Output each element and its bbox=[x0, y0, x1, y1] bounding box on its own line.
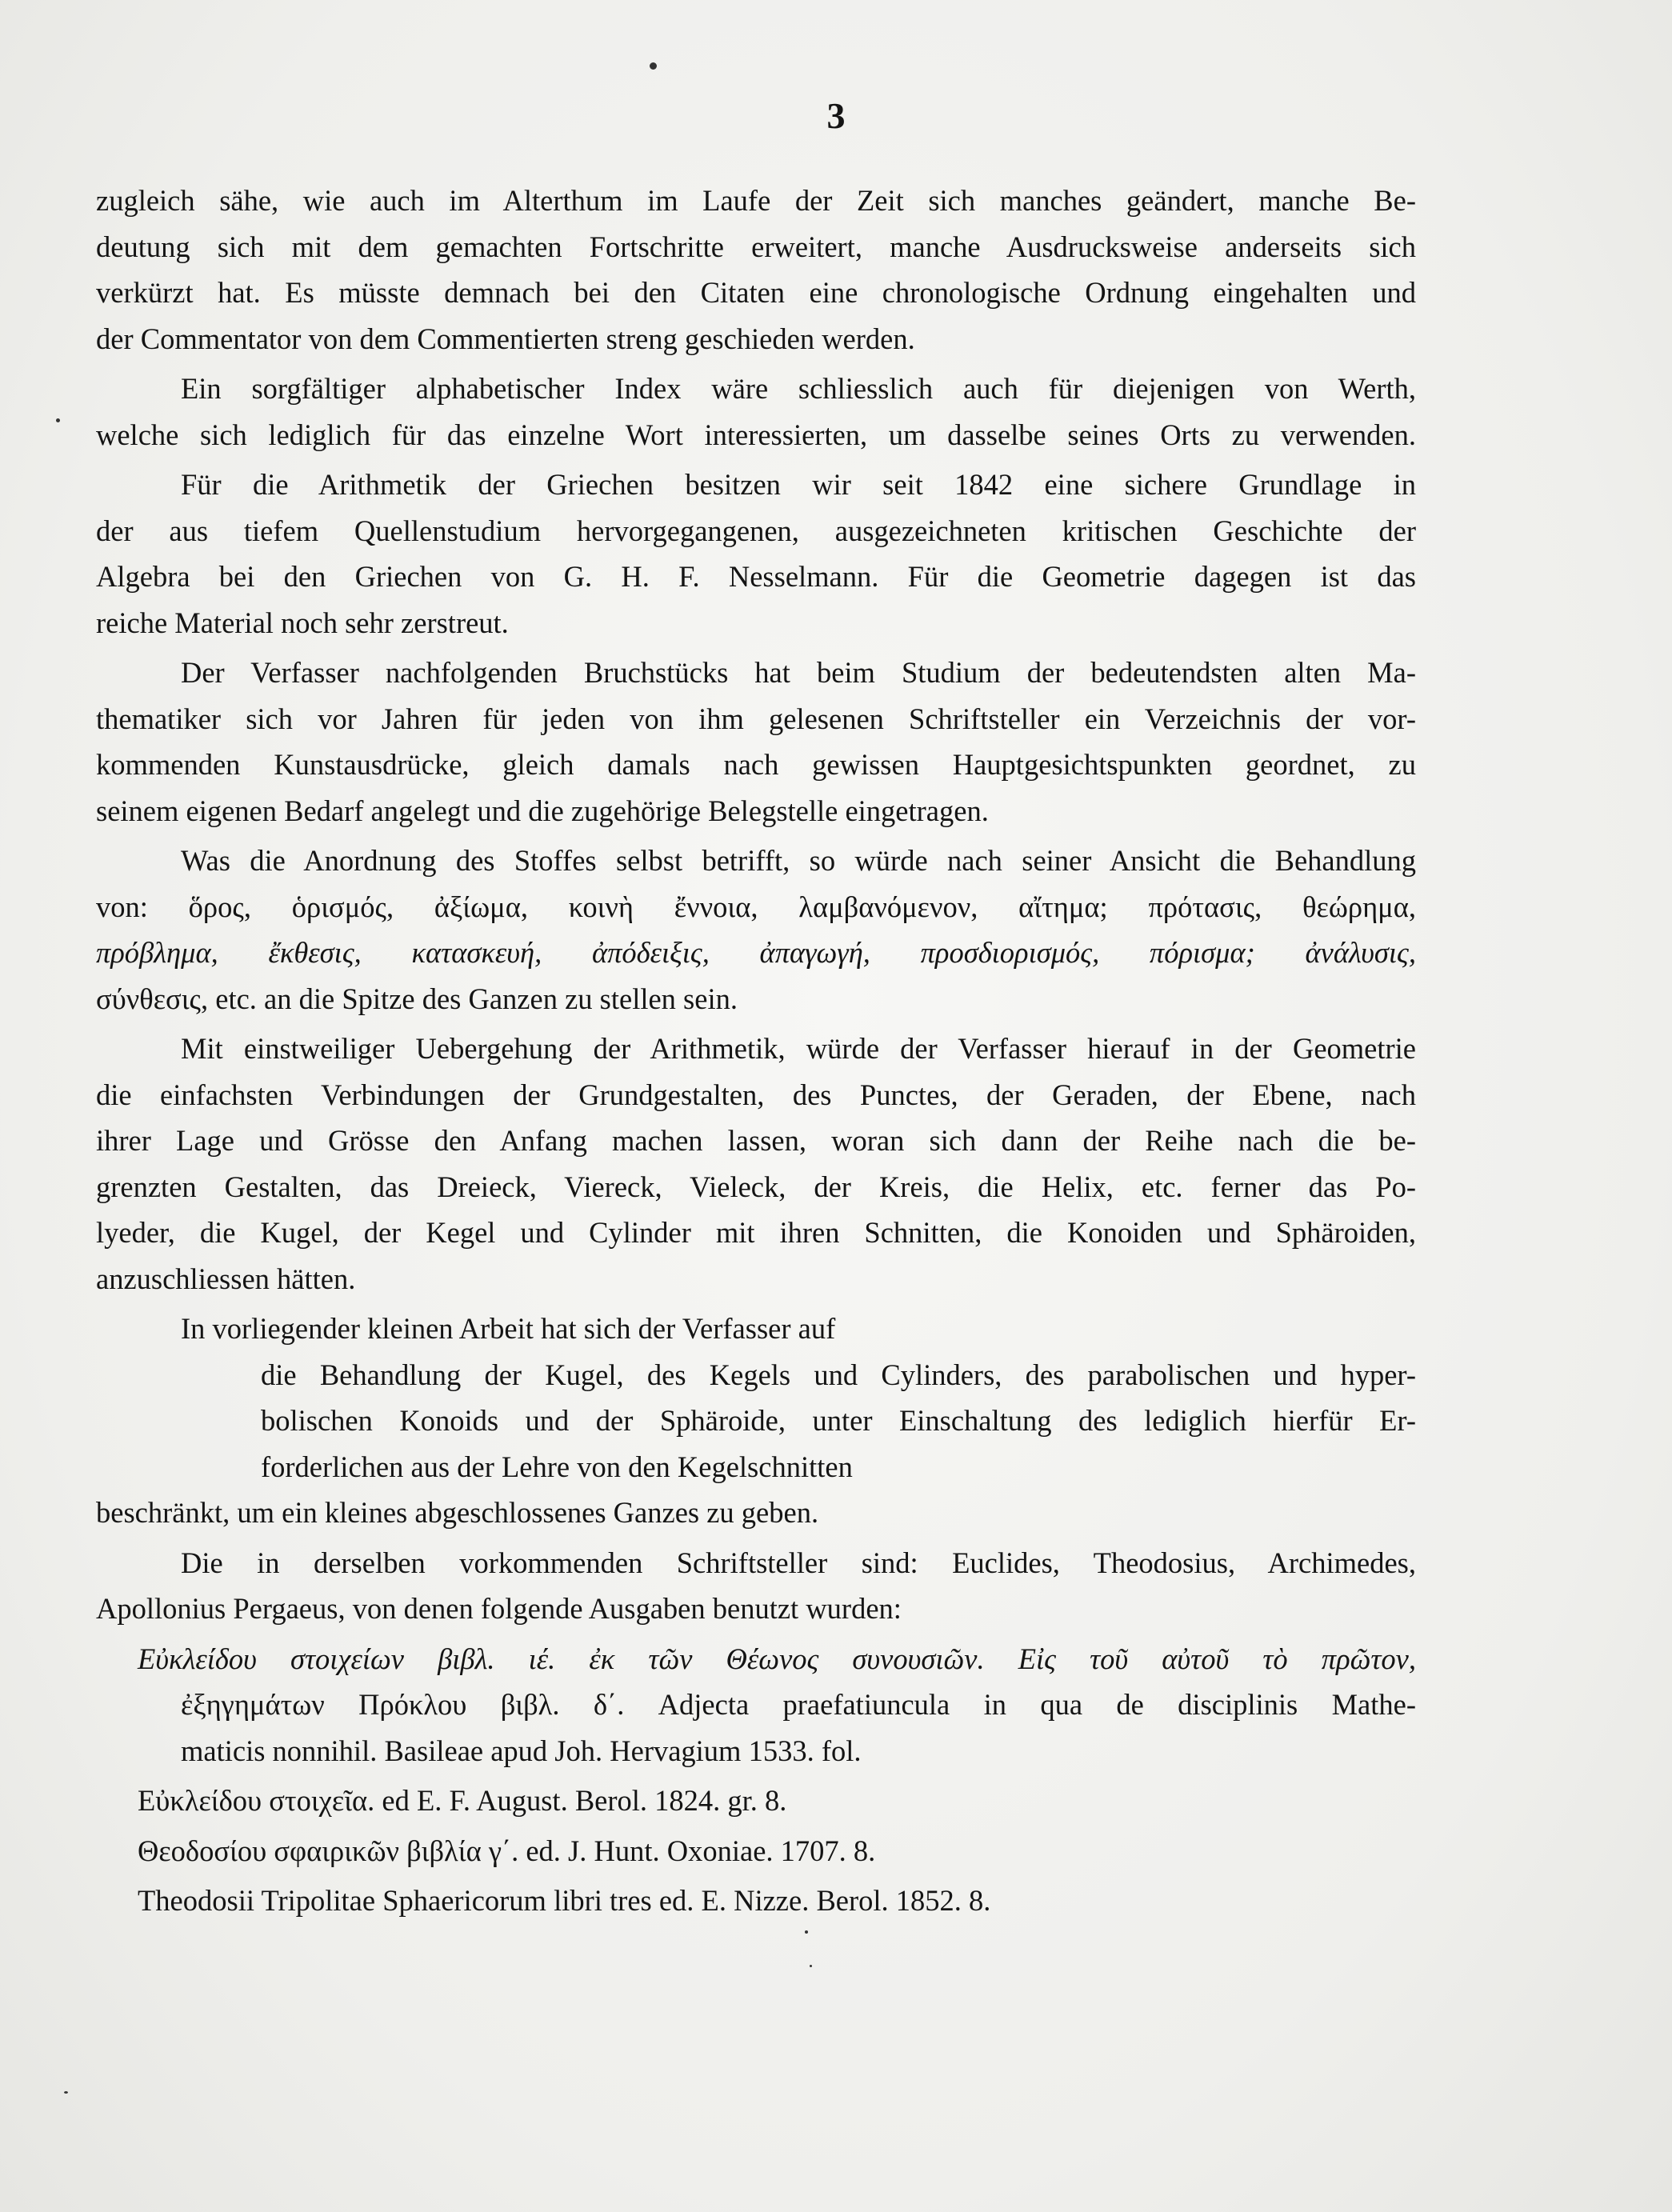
edition-line: Εὐκλείδου στοιχείων βιβλ. ιέ. ἐκ τῶν Θέωνος συνουσιῶν. Εἰς τοῦ αὐτοῦ τὸ πρῶτον, bbox=[138, 1642, 1416, 1675]
text-line: σύνθεσις, etc. an die Spitze des Ganzen zu stellen sein. bbox=[96, 982, 738, 1015]
page-body bbox=[96, 178, 1416, 1928]
text-line: Mit einstweiliger Uebergehung der Arithmetik, würde der Verfasser hierauf in der Geometrie bbox=[181, 1032, 1416, 1065]
text-line-block: die Behandlung der Kugel, des Kegels und Cylinders, des parabolischen und hyper- bbox=[261, 1358, 1416, 1391]
paragraph-8 bbox=[96, 1540, 1416, 1632]
text-line: Algebra bei den Griechen von G. H. F. Nesselmann. Für die Geometrie dagegen ist das bbox=[96, 560, 1416, 593]
text-line: verkürzt hat. Es müsste demnach bei den Citaten eine chronologische Ordnung eingehalten und bbox=[96, 276, 1416, 309]
paragraph-6 bbox=[96, 1026, 1416, 1302]
text-line: die einfachsten Verbindungen der Grundgestalten, des Punctes, der Geraden, der Ebene, nach bbox=[96, 1078, 1416, 1111]
paragraph-2 bbox=[96, 366, 1416, 458]
text-line: der Commentator von dem Commentierten streng geschieden werden. bbox=[96, 322, 915, 355]
text-line: thematiker sich vor Jahren für jeden von ihm gelesenen Schriftsteller ein Verzeichnis der vor- bbox=[96, 702, 1416, 735]
text-line: Was die Anordnung des Stoffes selbst betrifft, so würde nach seiner Ansicht die Behandlung bbox=[181, 844, 1416, 877]
edition-line: maticis nonnihil. Basileae apud Joh. Hervagium 1533. fol. bbox=[181, 1734, 862, 1767]
text-line: zugleich sähe, wie auch im Alterthum im Laufe der Zeit sich manches geändert, manche Be- bbox=[96, 184, 1416, 217]
text-line: seinem eigenen Bedarf angelegt und die zugehörige Belegstelle eingetragen. bbox=[96, 794, 989, 827]
text-line-block: forderlichen aus der Lehre von den Kegelschnitten bbox=[261, 1450, 853, 1483]
text-line: grenzten Gestalten, das Dreieck, Viereck, Vieleck, der Kreis, die Helix, etc. ferner das Po- bbox=[96, 1170, 1416, 1203]
page-number: 3 bbox=[826, 95, 846, 136]
text-line: Die in derselben vorkommenden Schriftsteller sind: Euclides, Theodosius, Archimedes, bbox=[181, 1546, 1416, 1579]
paragraph-1 bbox=[96, 178, 1416, 362]
text-line-greek: πρόβλημα, ἔκθεσις, κατασκευή, ἀπόδειξις, ἀπαγωγή, προσδιορισμός, πόρισμα; ἀνάλυσις, bbox=[96, 936, 1416, 969]
paragraph-5 bbox=[96, 838, 1416, 1022]
text-line: In vorliegender kleinen Arbeit hat sich der Verfasser auf bbox=[181, 1312, 836, 1345]
paragraph-7 bbox=[96, 1306, 1416, 1536]
edition-line: ἐξηγημάτων Πρόκλου βιβλ. δ΄. Adjecta praefatiuncula in qua de disciplinis Mathe- bbox=[181, 1688, 1416, 1721]
edition-entry bbox=[96, 1636, 1416, 1774]
edition-entry bbox=[96, 1828, 1416, 1874]
text-line: lyeder, die Kugel, der Kegel und Cylinder mit ihren Schnitten, die Konoiden und Sphäroiden, bbox=[96, 1216, 1416, 1249]
text-line: der aus tiefem Quellenstudium hervorgegangenen, ausgezeichneten kritischen Geschichte der bbox=[96, 514, 1416, 547]
edition-line: Εὐκλείδου στοιχεῖα. ed E. F. August. Berol. 1824. gr. 8. bbox=[138, 1784, 787, 1817]
text-line: ihrer Lage und Grösse den Anfang machen lassen, woran sich dann der Reihe nach die be- bbox=[96, 1124, 1416, 1157]
text-line: welche sich lediglich für das einzelne Wort interessierten, um dasselbe seines Orts zu verwenden. bbox=[96, 418, 1416, 451]
text-line: kommenden Kunstausdrücke, gleich damals nach gewissen Hauptgesichtspunkten geordnet, zu bbox=[96, 748, 1416, 781]
text-line: Apollonius Pergaeus, von denen folgende Ausgaben benutzt wurden: bbox=[96, 1592, 902, 1625]
edition-line: Theodosii Tripolitae Sphaericorum libri tres ed. E. Nizze. Berol. 1852. 8. bbox=[138, 1884, 991, 1917]
text-line: beschränkt, um ein kleines abgeschlossenes Ganzes zu geben. bbox=[96, 1496, 819, 1529]
text-line: Für die Arithmetik der Griechen besitzen wir seit 1842 eine sichere Grundlage in bbox=[181, 468, 1416, 501]
text-line: Ein sorgfältiger alphabetischer Index wäre schliesslich auch für diejenigen von Werth, bbox=[181, 372, 1416, 405]
text-line-block: bolischen Konoids und der Sphäroide, unter Einschaltung des lediglich hierfür Er- bbox=[261, 1404, 1416, 1437]
text-line: von: ὅρος, ὁρισμός, ἀξίωμα, κοινὴ ἔννοια, λαμβανόμενον, αἴτημα; πρότασις, θεώρημα, bbox=[96, 890, 1416, 923]
paragraph-3 bbox=[96, 462, 1416, 646]
edition-line: Θεοδοσίου σφαιρικῶν βιβλία γ΄. ed. J. Hunt. Oxoniae. 1707. 8. bbox=[138, 1834, 876, 1867]
text-line: Der Verfasser nachfolgenden Bruchstücks hat beim Studium der bedeutendsten alten Ma- bbox=[181, 656, 1416, 689]
edition-entry bbox=[96, 1778, 1416, 1824]
text-line: anzuschliessen hätten. bbox=[96, 1262, 356, 1295]
text-line: deutung sich mit dem gemachten Fortschritte erweitert, manche Ausdrucksweise anderseits sich bbox=[96, 230, 1416, 263]
paragraph-4 bbox=[96, 650, 1416, 834]
text-line: reiche Material noch sehr zerstreut. bbox=[96, 606, 509, 639]
edition-entry bbox=[96, 1878, 1416, 1924]
